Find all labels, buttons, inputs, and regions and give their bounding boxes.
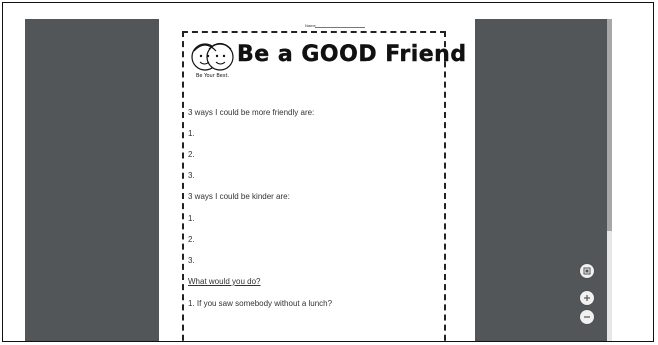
section-link[interactable]: What would you do? — [188, 277, 261, 286]
answer-item: 3. — [188, 256, 195, 265]
document-page — [159, 19, 475, 342]
answer-item: 1. If you saw somebody without a lunch? — [188, 299, 333, 308]
name-field-label: Name — [305, 23, 316, 28]
screenshot-frame — [2, 2, 654, 342]
vertical-scrollbar[interactable] — [607, 19, 612, 342]
zoom-out-button[interactable] — [580, 310, 594, 324]
fit-page-icon — [583, 267, 591, 275]
fit-page-button[interactable] — [580, 264, 594, 278]
worksheet-title: Be a GOOD Friend — [237, 42, 467, 67]
minus-icon — [583, 313, 591, 321]
two-faces-logo-icon — [187, 35, 239, 93]
plus-icon — [583, 294, 591, 302]
answer-item: 2. — [188, 235, 195, 244]
answer-item: 1. — [188, 129, 195, 138]
question-heading: 3 ways I could be more friendly are: — [188, 108, 315, 117]
zoom-in-button[interactable] — [580, 291, 594, 305]
question-heading: 3 ways I could be kinder are: — [188, 192, 290, 201]
scrollbar-thumb[interactable] — [607, 19, 612, 231]
answer-item: 3. — [188, 171, 195, 180]
pdf-viewer[interactable] — [25, 19, 612, 342]
answer-item: 1. — [188, 214, 195, 223]
answer-item: 2. — [188, 150, 195, 159]
name-field-line — [315, 27, 365, 28]
logo-tagline: Be Your Best. — [196, 73, 230, 79]
